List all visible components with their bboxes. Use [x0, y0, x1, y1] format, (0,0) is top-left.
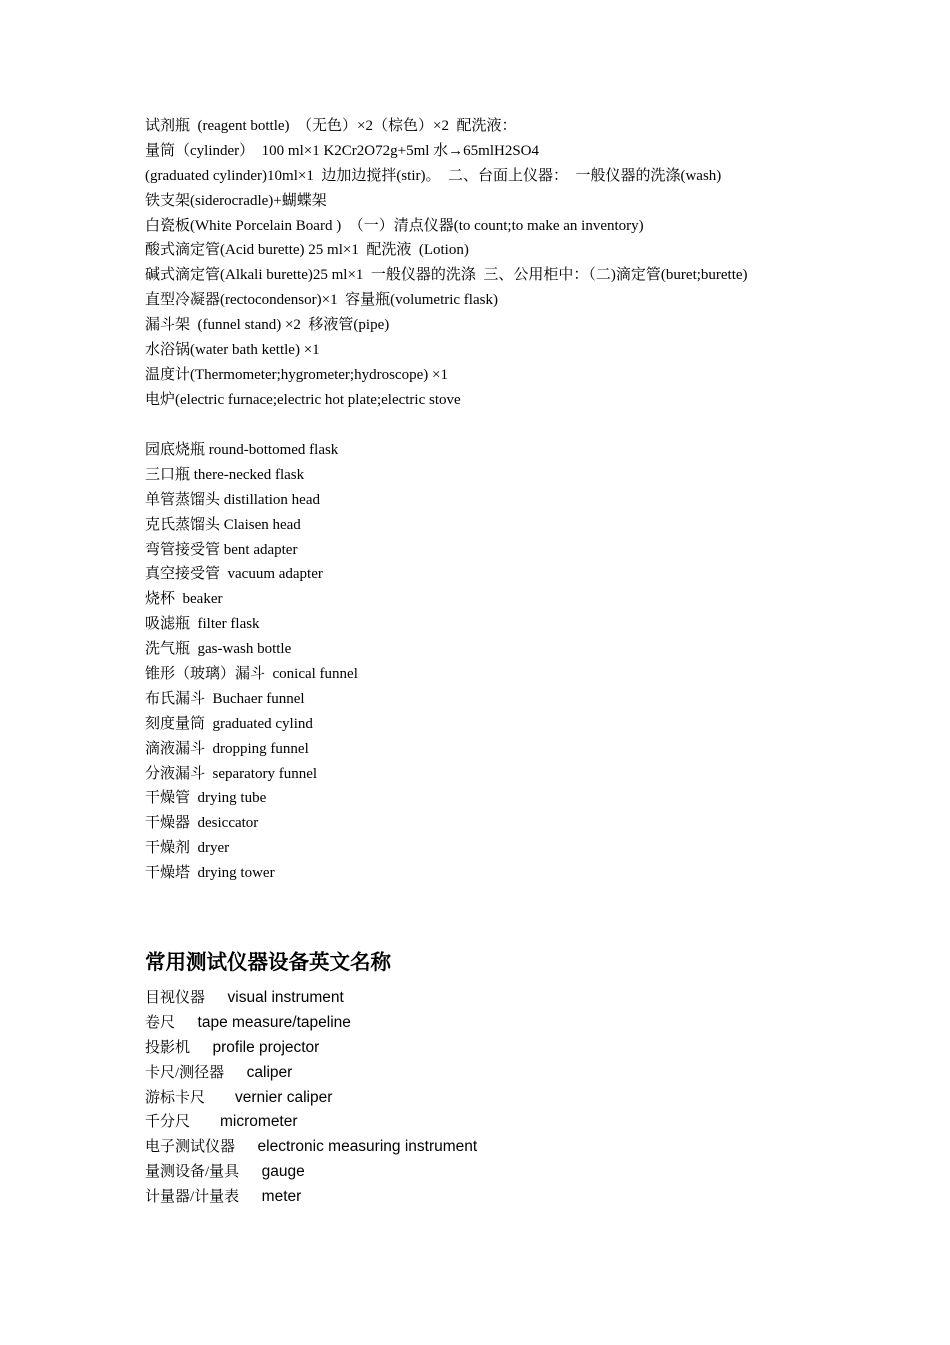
- glassware-list: [145, 438, 905, 886]
- text-line: 碱式滴定管(Alkali burette)25 ml×1 一般仪器的洗涤 三、公用柜中：（二)滴定管(buret;burette): [145, 267, 748, 284]
- text-line: 刻度量筒 graduated cylind: [145, 715, 313, 732]
- instrument-name-zh: 电子测试仪器: [145, 1139, 236, 1156]
- text-line: 弯管接受管 bent adapter: [145, 541, 298, 558]
- text-line: 干燥管 drying tube: [145, 790, 267, 807]
- spacer: [239, 1189, 262, 1205]
- instrument-row: [145, 986, 905, 1011]
- instrument-name-en: micrometer: [220, 1113, 298, 1131]
- text-line: 吸滤瓶 filter flask: [145, 616, 260, 633]
- instrument-row: [145, 1160, 905, 1185]
- text-line: 水浴锅(water bath kettle) ×1: [145, 342, 320, 359]
- instrument-name-en: meter: [261, 1188, 302, 1206]
- spacer: [224, 1065, 247, 1081]
- instrument-name-en: gauge: [261, 1163, 305, 1181]
- instrument-name-zh: 投影机: [145, 1039, 191, 1056]
- instrument-name-en: visual instrument: [227, 989, 344, 1006]
- lab-equipment-list: [145, 114, 905, 413]
- text-line: 漏斗架 (funnel stand) ×2 移液管(pipe): [145, 317, 390, 334]
- text-line: 铁支架(siderocradle)+蝴蝶架: [145, 192, 327, 209]
- text-line: 烧杯 beaker: [145, 591, 223, 608]
- text-line: 克氏蒸馏头 Claisen head: [145, 516, 301, 533]
- text-line: 酸式滴定管(Acid burette) 25 ml×1 配洗液 (Lotion): [145, 242, 469, 259]
- spacer: [175, 1015, 198, 1031]
- text-line: 锥形（玻璃）漏斗 conical funnel: [145, 666, 358, 683]
- instrument-name-zh: 目视仪器: [145, 990, 206, 1006]
- text-line: 单管蒸馏头 distillation head: [145, 491, 320, 508]
- section-heading: 常用测试仪器设备英文名称: [145, 950, 391, 974]
- text-line: 真空接受管 vacuum adapter: [145, 566, 323, 583]
- text-line: 滴液漏斗 dropping funnel: [145, 740, 309, 757]
- instrument-name-en: caliper: [246, 1063, 293, 1081]
- instrument-name-zh: 计量器/计量表: [145, 1189, 240, 1206]
- instrument-name-en: vernier caliper: [235, 1088, 333, 1106]
- text-line: 干燥剂 dryer: [145, 840, 230, 857]
- text-line: 干燥塔 drying tower: [145, 865, 275, 882]
- instrument-row: [145, 1135, 905, 1160]
- instrument-row: [145, 1061, 905, 1086]
- text-line: 白瓷板(White Porcelain Board ) （一）清点仪器(to count;to make an inventory): [145, 217, 644, 234]
- spacer: [235, 1139, 258, 1155]
- instrument-name-zh: 千分尺: [145, 1114, 191, 1131]
- instrument-name-en: electronic measuring instrument: [257, 1138, 478, 1156]
- text-line: 布氏漏斗 Buchaer funnel: [145, 690, 305, 707]
- spacer: [190, 1114, 220, 1130]
- instrument-name-zh: 卡尺/测径器: [145, 1064, 225, 1081]
- instrument-row: [145, 1110, 905, 1135]
- spacer: [205, 1090, 235, 1106]
- text-line: 电炉(electric furnace;electric hot plate;electric stove: [145, 391, 461, 408]
- text-line: 温度计(Thermometer;hygrometer;hydroscope) ×1: [145, 366, 448, 383]
- spacer: [190, 1040, 213, 1056]
- text-line: (graduated cylinder)10ml×1 边加边搅拌(stir)。 二、台面上仪器： 一般仪器的洗涤(wash): [145, 167, 722, 184]
- instrument-name-en: profile projector: [212, 1038, 320, 1056]
- instrument-row: [145, 1185, 905, 1210]
- text-line: 干燥器 desiccator: [145, 815, 259, 832]
- instrument-name-zh: 游标卡尺: [145, 1089, 206, 1106]
- spacer: [205, 990, 228, 1006]
- text-line: 洗气瓶 gas-wash bottle: [145, 641, 292, 658]
- instrument-name-en: tape measure/tapeline: [197, 1013, 351, 1031]
- instrument-row: [145, 1036, 905, 1061]
- text-line: 三口瓶 there-necked flask: [145, 466, 305, 483]
- instrument-list: [145, 986, 905, 1210]
- text-line: 直型冷凝器(rectocondensor)×1 容量瓶(volumetric flask): [145, 292, 498, 309]
- spacer: [239, 1164, 262, 1180]
- instrument-name-zh: 卷尺: [145, 1014, 176, 1031]
- instrument-name-zh: 量测设备/量具: [145, 1164, 240, 1181]
- instrument-row: [145, 1011, 905, 1036]
- text-line: 园底烧瓶 round-bottomed flask: [145, 442, 339, 458]
- instrument-row: [145, 1086, 905, 1111]
- text-line: 试剂瓶 (reagent bottle) （无色）×2（棕色）×2 配洗液：: [145, 118, 517, 134]
- text-line: 量筒（cylinder） 100 ml×1 K2Cr2O72g+5ml 水→65mlH2SO4: [145, 142, 539, 159]
- text-line: 分液漏斗 separatory funnel: [145, 765, 318, 782]
